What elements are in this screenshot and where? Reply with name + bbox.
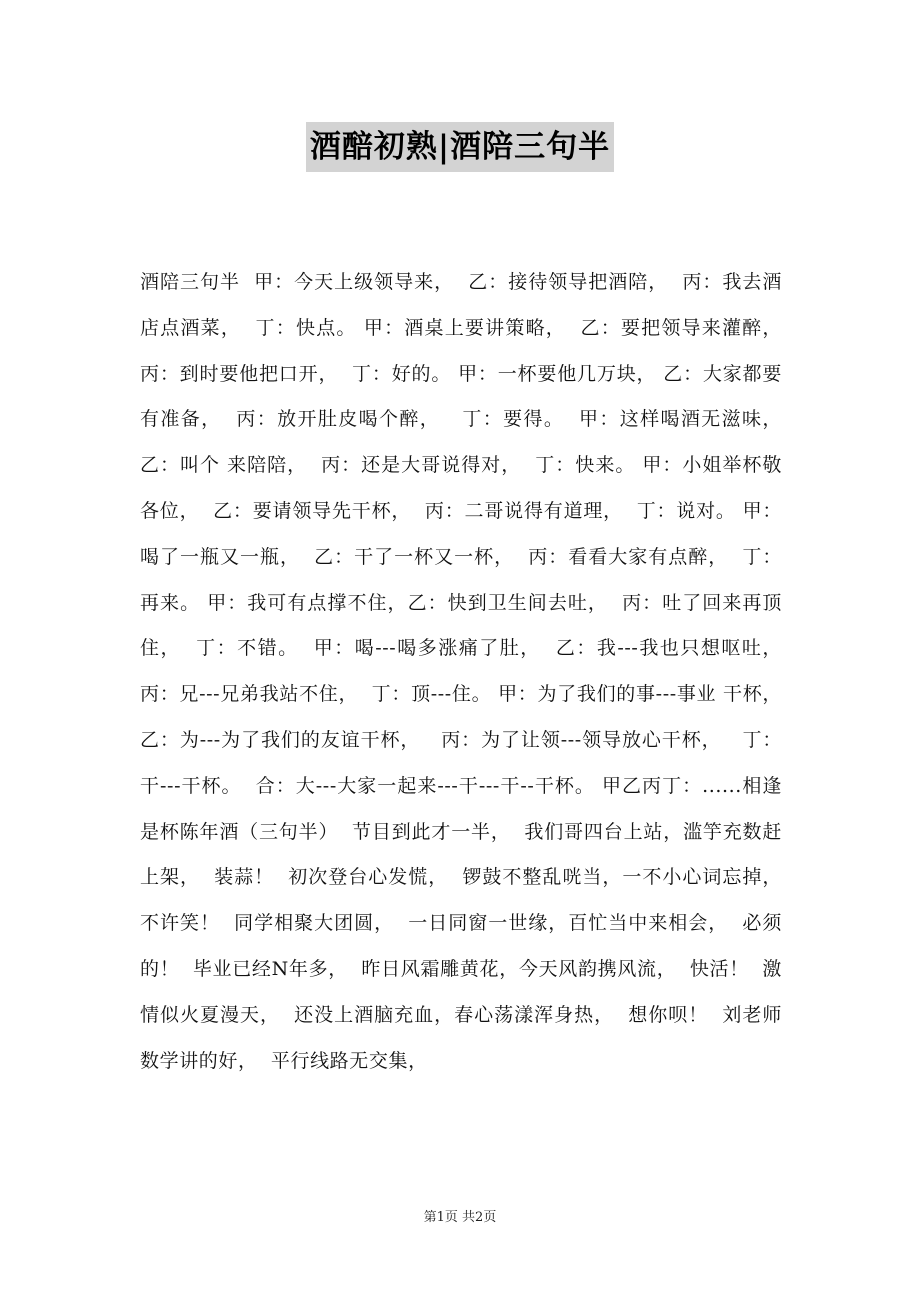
- document-title: 酒醅初熟|酒陪三句半: [306, 122, 614, 172]
- title-container: [0, 122, 920, 172]
- document-body-text: 酒陪三句半 甲：今天上级领导来， 乙：接待领导把酒陪， 丙：我去酒店点酒菜， 丁：快点。 甲：酒桌上要讲策略， 乙：要把领导来灌醉， 丙：到时要他把口开， 丁：好的。 甲：一杯要他几万块， 乙：大家都要有准备， 丙：放开肚皮喝个醉， 丁：要得。 甲：这样喝酒无滋味， 乙：叫个 来陪陪， 丙：还是大哥说得对， 丁：快来。 甲：小姐举杯敬各位， 乙：要请领导先干杯， 丙：二哥说得有道理， 丁：说对。 甲：喝了一瓶又一瓶， 乙：干了一杯又一杯， 丙：看看大家有点醉， 丁：再来。 甲：我可有点撑不住，乙：快到卫生间去吐， 丙：吐了回来再顶住， 丁：不错。 甲：喝---喝多涨痛了肚， 乙：我---我也只想呕吐， 丙：兄---兄弟我站不住， 丁：顶---住。 甲：为了我们的事---事业 干杯， 乙：为---为了我们的友谊干杯， 丙：为了让领---领导放心干杯， 丁：干---干杯。 合：大---大家一起来---干---干--干杯。 甲乙丙丁：......相逢是杯陈年酒（三句半） 节目到此才一半， 我们哥四台上站，滥竽充数赶上架， 装蒜！ 初次登台心发慌， 锣鼓不整乱咣当，一不小心词忘掉， 不许笑！ 同学相聚大团圆， 一日同窗一世缘，百忙当中来相会， 必须的！ 毕业已经N年多， 昨日风霜雕黄花，今天风韵携风流， 快活！ 激情似火夏漫天， 还没上酒脑充血，春心荡漾浑身热， 想你呗！ 刘老师数学讲的好， 平行线路无交集，: [140, 271, 796, 1072]
- page-footer: 第1页 共2页: [423, 1210, 497, 1225]
